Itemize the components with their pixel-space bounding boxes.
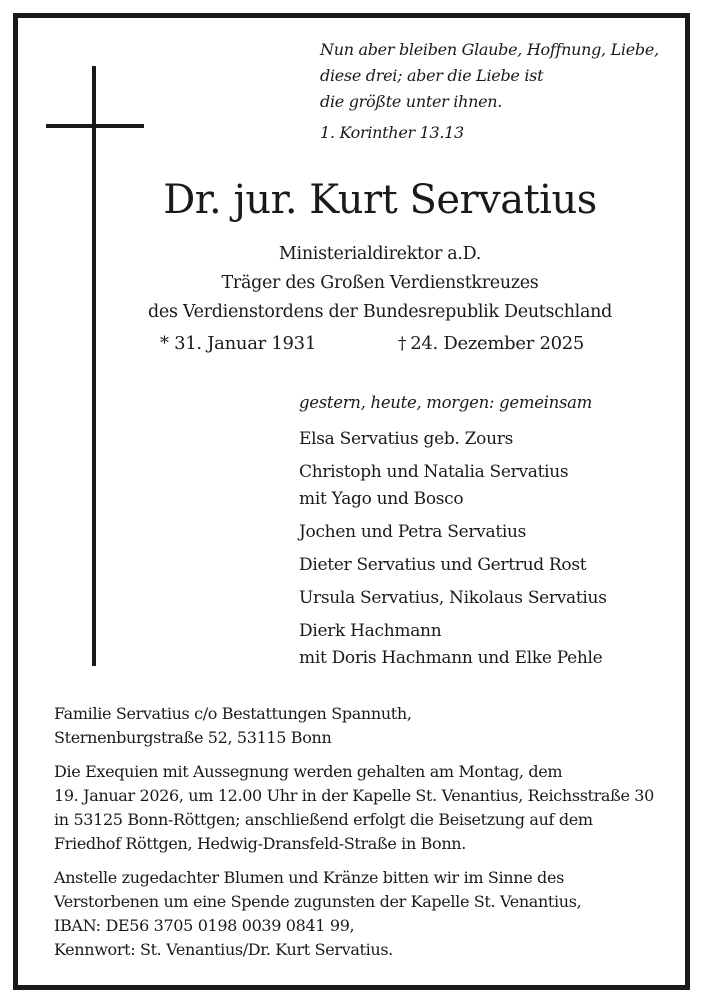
notice-details — [54, 702, 674, 972]
verse-line: diese drei; aber die Liebe ist — [320, 66, 544, 85]
mourner-entry — [299, 552, 679, 579]
contact-address — [54, 702, 674, 750]
mourner-line: Dieter Servatius und Gertrud Rost — [299, 555, 587, 575]
mourner-entry — [299, 618, 679, 672]
death-date: 24. Dezember 2025 — [410, 333, 585, 354]
donation-request — [54, 866, 674, 962]
mourner-line: mit Doris Hachmann und Elke Pehle — [299, 648, 603, 668]
contact-line: Sternenburgstraße 52, 53115 Bonn — [54, 728, 332, 747]
donation-line: IBAN: DE56 3705 0198 0039 0841 99, — [54, 916, 355, 935]
verse-line: die größte unter ihnen. — [320, 92, 503, 111]
donation-line: Verstorbenen um eine Spende zugunsten der Kapelle St. Venantius, — [54, 892, 582, 911]
family-motto: gestern, heute, morgen: gemeinsam — [299, 393, 593, 412]
mourner-entry — [299, 426, 679, 453]
mourner-line: Jochen und Petra Servatius — [299, 522, 527, 542]
verse-line: Nun aber bleiben Glaube, Hoffnung, Liebe, — [320, 40, 659, 59]
funeral-line: 19. Januar 2026, um 12.00 Uhr in der Kapelle St. Venantius, Reichsstraße 30 — [54, 786, 654, 805]
funeral-details — [54, 760, 674, 856]
dagger-icon: † — [398, 334, 407, 354]
mourner-line: Elsa Servatius geb. Zours — [299, 429, 514, 449]
title-line: Ministerialdirektor a.D. — [278, 244, 482, 264]
mourner-entry — [299, 585, 679, 612]
bible-verse — [320, 37, 660, 115]
mourners-list — [299, 426, 679, 678]
mourner-line: Dierk Hachmann — [299, 621, 442, 641]
funeral-line: Friedhof Röttgen, Hedwig-Dransfeld-Straße in Bonn. — [54, 834, 466, 853]
mourner-line: Christoph und Natalia Servatius — [299, 462, 569, 482]
verse-reference: 1. Korinther 13.13 — [320, 123, 464, 142]
funeral-line: in 53125 Bonn-Röttgen; anschließend erfolgt die Beisetzung auf dem — [54, 810, 593, 829]
title-line: Träger des Großen Verdienstkreuzes — [221, 273, 539, 293]
mourner-line: Ursula Servatius, Nikolaus Servatius — [299, 588, 607, 608]
mourner-line: mit Yago und Bosco — [299, 489, 464, 509]
title-line: des Verdienstordens der Bundesrepublik Deutschland — [147, 302, 612, 322]
donation-line: Kennwort: St. Venantius/Dr. Kurt Servatius. — [54, 940, 393, 959]
donation-line: Anstelle zugedachter Blumen und Kränze bitten wir im Sinne des — [54, 868, 564, 887]
contact-line: Familie Servatius c/o Bestattungen Spannuth, — [54, 704, 412, 723]
birth-date: * 31. Januar 1931 — [160, 333, 316, 354]
death-date-group — [398, 333, 584, 354]
deceased-name: Dr. jur. Kurt Servatius — [163, 177, 597, 223]
funeral-line: Die Exequien mit Aussegnung werden gehalten am Montag, dem — [54, 762, 563, 781]
mourner-entry — [299, 459, 679, 513]
cross-vertical-bar — [92, 66, 96, 666]
cross-horizontal-bar — [46, 124, 144, 128]
mourner-entry — [299, 519, 679, 546]
deceased-titles — [70, 240, 690, 327]
